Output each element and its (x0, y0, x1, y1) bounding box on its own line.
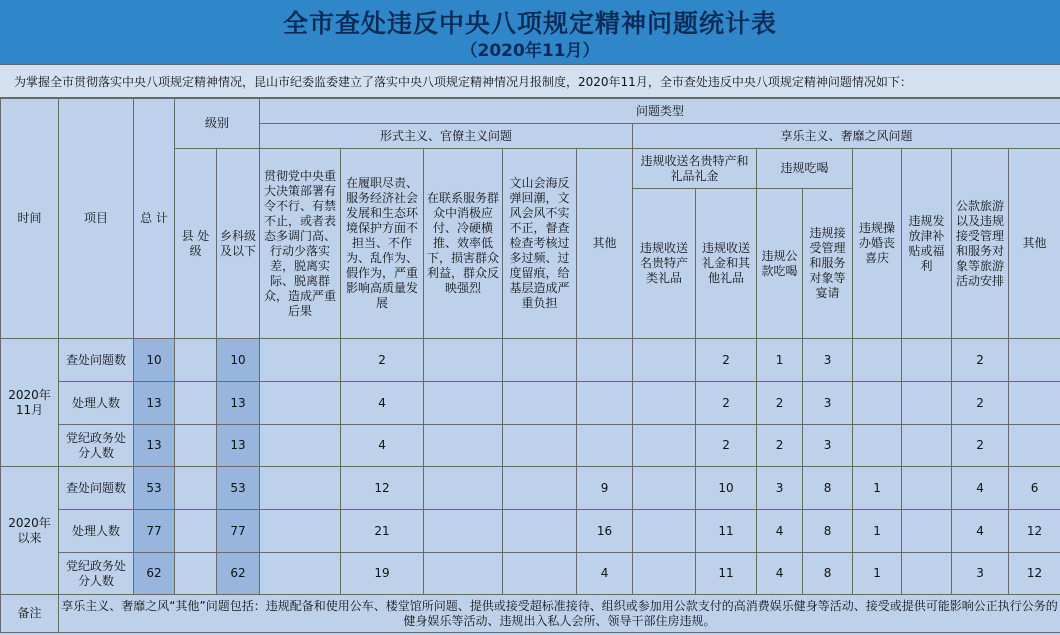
cell-h-other (1009, 339, 1060, 382)
header-item: 项目 (59, 99, 134, 339)
cell-item: 处理人数 (59, 510, 134, 553)
cell-f4 (503, 467, 577, 510)
header-formalism-2: 在履职尽责、服务经济社会发展和生态环境保护方面不担当、不作为、乱作为、假作为，严重影响高质量发展 (341, 149, 424, 339)
cell-f4 (503, 339, 577, 382)
header-total: 总 计 (134, 99, 175, 339)
cell-gift1 (633, 553, 696, 595)
cell-f4 (503, 425, 577, 467)
table-row (1, 553, 1060, 595)
note-label: 备注 (1, 595, 59, 633)
cell-wedding (853, 382, 902, 425)
cell-f1 (260, 467, 341, 510)
cell-gift2: 2 (696, 382, 757, 425)
cell-f2: 12 (341, 467, 424, 510)
intro-text: 为掌握全市贯彻落实中央八项规定精神情况，昆山市纪委监委建立了落实中央八项规定精神情况月报制度，2020年11月，全市查处违反中央八项规定精神问题情况如下： (0, 64, 1060, 98)
cell-township: 62 (217, 553, 260, 595)
header-hedonism-other: 其他 (1009, 149, 1060, 339)
cell-f4 (503, 510, 577, 553)
cell-f2: 4 (341, 425, 424, 467)
cell-eat2: 8 (803, 510, 853, 553)
cell-f-other (577, 425, 633, 467)
table-row (1, 425, 1060, 467)
header-wedding: 违规操办婚丧喜庆 (853, 149, 902, 339)
cell-f-other: 9 (577, 467, 633, 510)
header-formalism: 形式主义、官僚主义问题 (260, 124, 633, 149)
cell-f-other: 16 (577, 510, 633, 553)
cell-county (175, 425, 217, 467)
cell-gift1 (633, 425, 696, 467)
cell-county (175, 467, 217, 510)
cell-f3 (424, 510, 503, 553)
cell-eat1: 1 (757, 339, 803, 382)
cell-county (175, 382, 217, 425)
cell-f3 (424, 382, 503, 425)
cell-wedding: 1 (853, 553, 902, 595)
cell-f1 (260, 339, 341, 382)
period-label: 2020年11月 (1, 339, 59, 467)
cell-eat1: 4 (757, 510, 803, 553)
cell-f3 (424, 467, 503, 510)
header-township-level: 乡科级及以下 (217, 149, 260, 339)
cell-subsidy (902, 553, 952, 595)
header-formalism-3: 在联系服务群众中消极应付、冷硬横推、效率低下，损害群众利益，群众反映强烈 (424, 149, 503, 339)
page-title: 全市查处违反中央八项规定精神问题统计表 (282, 9, 777, 38)
cell-f1 (260, 382, 341, 425)
cell-township: 13 (217, 382, 260, 425)
header-gift-1: 违规收送名贵特产类礼品 (633, 189, 696, 339)
cell-travel: 2 (952, 425, 1009, 467)
cell-item: 党纪政务处分人数 (59, 425, 134, 467)
cell-total: 13 (134, 425, 175, 467)
header-subsidy: 违规发放津补贴或福利 (902, 149, 952, 339)
cell-travel: 4 (952, 467, 1009, 510)
cell-eat1: 4 (757, 553, 803, 595)
cell-f3 (424, 425, 503, 467)
cell-travel: 2 (952, 382, 1009, 425)
cell-f-other (577, 339, 633, 382)
header-eat-2: 违规接受管理和服务对象等宴请 (803, 189, 853, 339)
header-county-level: 县 处级 (175, 149, 217, 339)
cell-county (175, 510, 217, 553)
cell-gift2: 10 (696, 467, 757, 510)
header-travel: 公款旅游以及违规接受管理和服务对象等旅游活动安排 (952, 149, 1009, 339)
cell-wedding (853, 339, 902, 382)
cell-total: 53 (134, 467, 175, 510)
cell-h-other: 12 (1009, 510, 1060, 553)
header-eat-1: 违规公款吃喝 (757, 189, 803, 339)
note-text: 享乐主义、奢靡之风“其他”问题包括：违规配备和使用公车、楼堂馆所问题、提供或接受超标准接待、组织或参加用公款支付的高消费娱乐健身等活动、接受或提供可能影响公正执行公务的健身娱乐等活动、违规出入私人会所、领导干部住房违规。 (59, 595, 1060, 633)
cell-gift1 (633, 339, 696, 382)
cell-gift2: 2 (696, 339, 757, 382)
header-problem-type: 问题类型 (260, 99, 1060, 124)
cell-eat2: 3 (803, 382, 853, 425)
header-formalism-other: 其他 (577, 149, 633, 339)
cell-eat1: 3 (757, 467, 803, 510)
period-label: 2020年以来 (1, 467, 59, 595)
cell-item: 处理人数 (59, 382, 134, 425)
header-gift-group: 违规收送名贵特产和礼品礼金 (633, 149, 757, 189)
header-hedonism: 享乐主义、奢靡之风问题 (633, 124, 1060, 149)
cell-item: 党纪政务处分人数 (59, 553, 134, 595)
header-time: 时间 (1, 99, 59, 339)
cell-total: 77 (134, 510, 175, 553)
cell-f2: 19 (341, 553, 424, 595)
header-level: 级别 (175, 99, 260, 149)
table-row (1, 467, 1060, 510)
cell-h-other (1009, 382, 1060, 425)
header-formalism-4: 文山会海反弹回潮，文风会风不实不正，督查检查考核过多过频、过度留痕，给基层造成严重负担 (503, 149, 577, 339)
table-row (1, 510, 1060, 553)
cell-f2: 2 (341, 339, 424, 382)
cell-subsidy (902, 510, 952, 553)
title-banner (0, 0, 1060, 64)
cell-f2: 4 (341, 382, 424, 425)
cell-total: 62 (134, 553, 175, 595)
cell-f4 (503, 553, 577, 595)
cell-eat1: 2 (757, 382, 803, 425)
cell-h-other (1009, 425, 1060, 467)
cell-gift1 (633, 382, 696, 425)
table-row (1, 382, 1060, 425)
cell-f1 (260, 553, 341, 595)
cell-wedding: 1 (853, 510, 902, 553)
cell-gift1 (633, 467, 696, 510)
cell-f2: 21 (341, 510, 424, 553)
cell-gift2: 11 (696, 510, 757, 553)
cell-travel: 2 (952, 339, 1009, 382)
cell-township: 53 (217, 467, 260, 510)
cell-eat2: 3 (803, 425, 853, 467)
cell-wedding: 1 (853, 467, 902, 510)
cell-total: 10 (134, 339, 175, 382)
cell-eat2: 8 (803, 467, 853, 510)
cell-township: 77 (217, 510, 260, 553)
cell-wedding (853, 425, 902, 467)
cell-h-other: 6 (1009, 467, 1060, 510)
cell-eat1: 2 (757, 425, 803, 467)
header-formalism-1: 贯彻党中央重大决策部署有令不行、有禁不止，或者表态多调门高、行动少落实差，脱离实际、脱离群众，造成严重后果 (260, 149, 341, 339)
cell-f1 (260, 425, 341, 467)
cell-gift2: 2 (696, 425, 757, 467)
cell-f3 (424, 553, 503, 595)
cell-county (175, 553, 217, 595)
cell-county (175, 339, 217, 382)
cell-f-other: 4 (577, 553, 633, 595)
header-eat-group: 违规吃喝 (757, 149, 853, 189)
cell-item: 查处问题数 (59, 467, 134, 510)
cell-gift1 (633, 510, 696, 553)
cell-travel: 4 (952, 510, 1009, 553)
cell-gift2: 11 (696, 553, 757, 595)
cell-subsidy (902, 425, 952, 467)
cell-f-other (577, 382, 633, 425)
cell-subsidy (902, 382, 952, 425)
header-gift-2: 违规收送礼金和其他礼品 (696, 189, 757, 339)
cell-h-other: 12 (1009, 553, 1060, 595)
cell-item: 查处问题数 (59, 339, 134, 382)
statistics-table (0, 98, 1060, 633)
page-subtitle: （2020年11月） (460, 41, 600, 61)
cell-township: 10 (217, 339, 260, 382)
cell-f3 (424, 339, 503, 382)
cell-f4 (503, 382, 577, 425)
cell-total: 13 (134, 382, 175, 425)
cell-township: 13 (217, 425, 260, 467)
cell-subsidy (902, 339, 952, 382)
cell-f1 (260, 510, 341, 553)
cell-eat2: 3 (803, 339, 853, 382)
table-row (1, 339, 1060, 382)
cell-travel: 3 (952, 553, 1009, 595)
cell-subsidy (902, 467, 952, 510)
cell-eat2: 8 (803, 553, 853, 595)
